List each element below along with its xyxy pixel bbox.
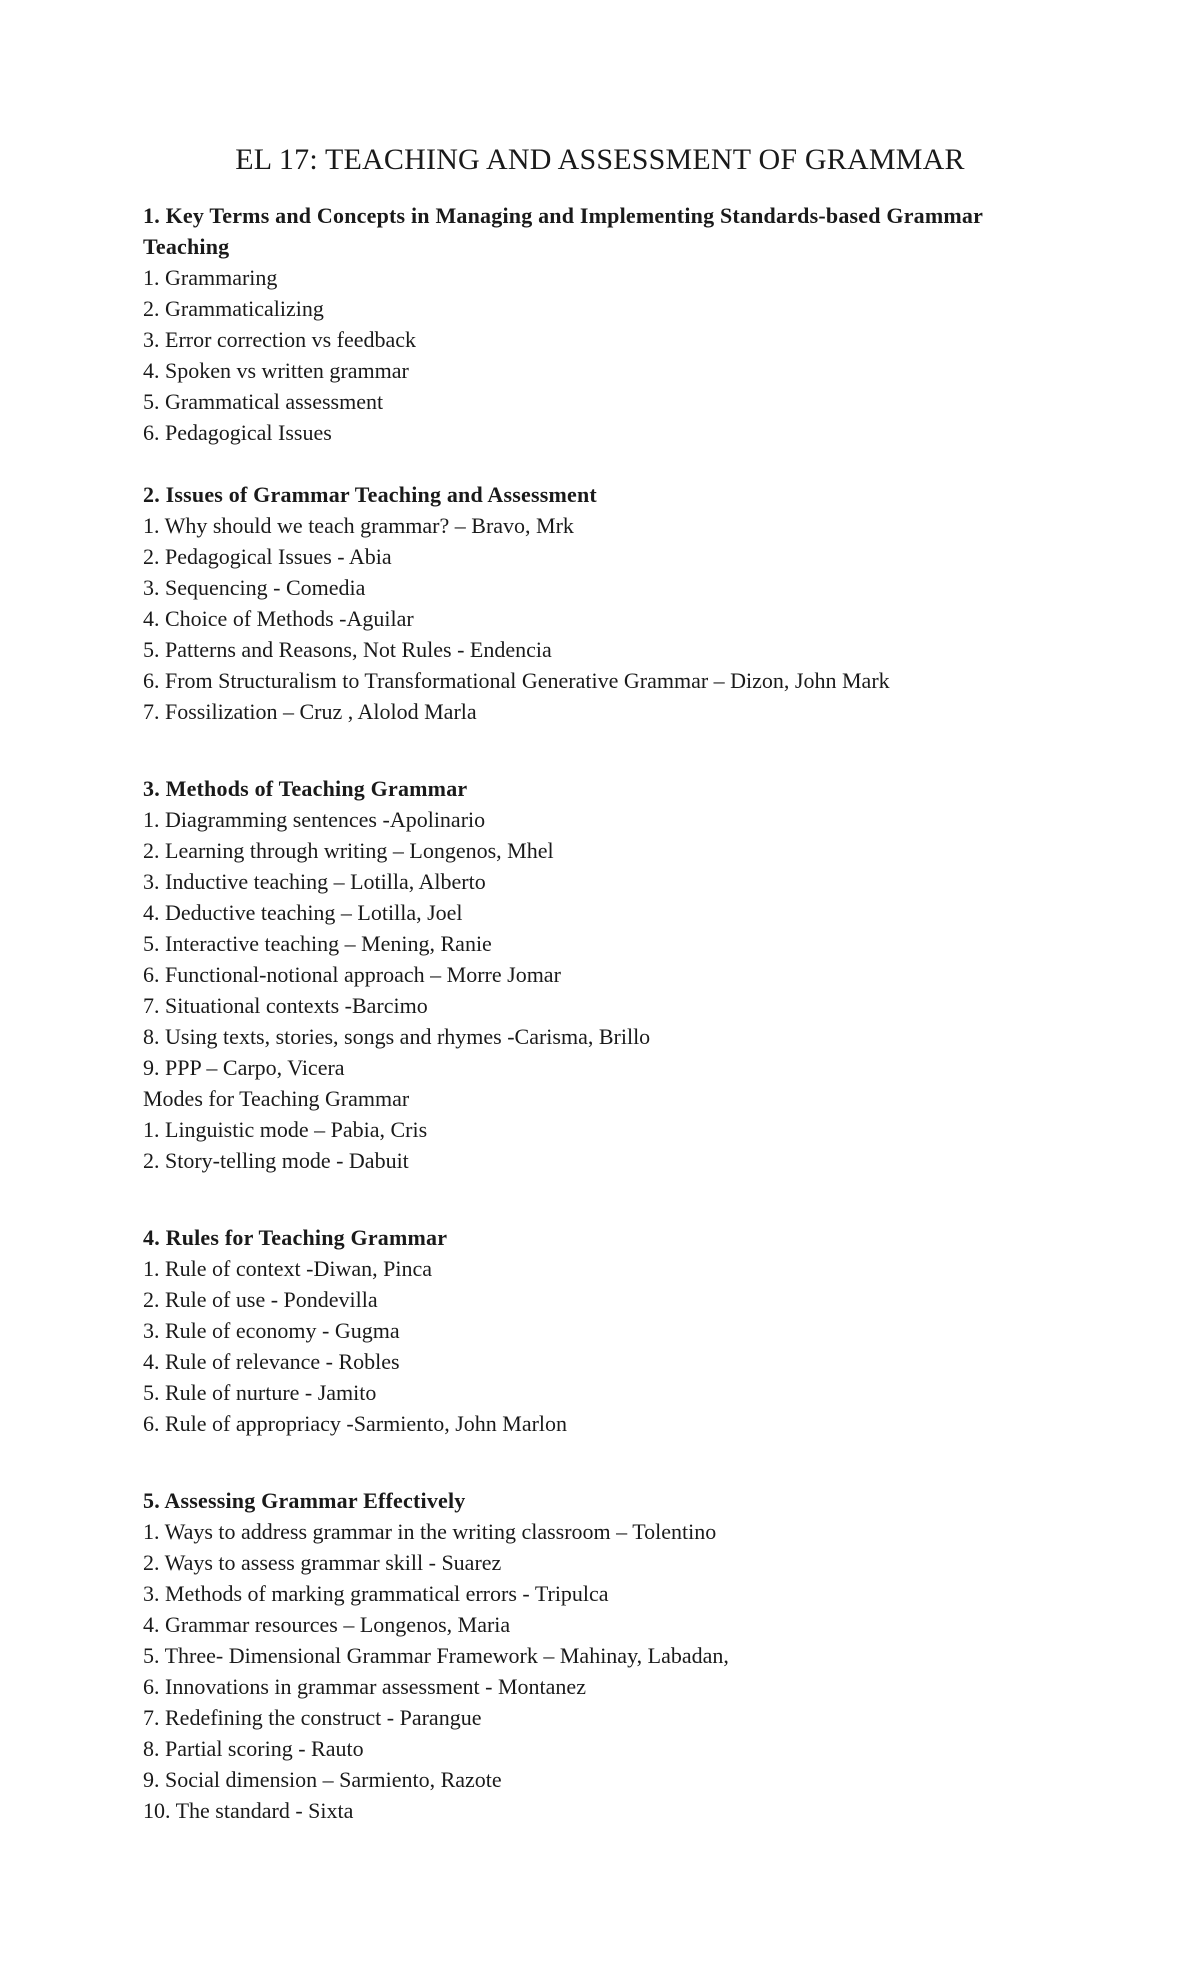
list-item: 2. Grammaticalizing — [143, 296, 324, 321]
section-heading: 1. Key Terms and Concepts in Managing and Implementing Standards-based Grammar — [143, 203, 984, 228]
list-item: 4. Spoken vs written grammar — [143, 358, 409, 383]
section-spacer — [143, 448, 1063, 479]
list-item: 3. Error correction vs feedback — [143, 327, 417, 352]
list-item: 5. Patterns and Reasons, Not Rules - Endencia — [143, 637, 552, 662]
list-item: 2. Story-telling mode - Dabuit — [143, 1148, 409, 1173]
section-heading-continued: Teaching — [143, 234, 230, 259]
section-heading: 5. Assessing Grammar Effectively — [143, 1488, 466, 1513]
list-item: 5. Grammatical assessment — [143, 389, 384, 414]
list-item: 1. Rule of context -Diwan, Pinca — [143, 1256, 432, 1281]
list-item: 2. Learning through writing – Longenos, Mhel — [143, 838, 554, 863]
section-heading: 2. Issues of Grammar Teaching and Assessment — [143, 482, 597, 507]
section-heading: 4. Rules for Teaching Grammar — [143, 1225, 448, 1250]
list-item: 2. Pedagogical Issues - Abia — [143, 544, 392, 569]
section-assessing — [143, 1485, 1063, 1826]
list-item: 3. Rule of economy - Gugma — [143, 1318, 400, 1343]
list-item: 7. Redefining the construct - Parangue — [143, 1705, 482, 1730]
list-item: 6. Functional-notional approach – Morre Jomar — [143, 962, 561, 987]
list-item: 4. Choice of Methods -Aguilar — [143, 606, 414, 631]
list-item: 2. Rule of use - Pondevilla — [143, 1287, 378, 1312]
list-item: 4. Grammar resources – Longenos, Maria — [143, 1612, 511, 1637]
list-item: 1. Diagramming sentences -Apolinario — [143, 807, 486, 832]
section-heading: 3. Methods of Teaching Grammar — [143, 776, 468, 801]
section-spacer — [143, 1176, 1063, 1222]
section-issues — [143, 479, 1063, 727]
list-item: 3. Methods of marking grammatical errors - Tripulca — [143, 1581, 609, 1606]
list-item: 5. Three- Dimensional Grammar Framework – Mahinay, Labadan, — [143, 1643, 729, 1668]
section-key-terms — [143, 200, 1063, 448]
list-item: 6. Rule of appropriacy -Sarmiento, John Marlon — [143, 1411, 568, 1436]
list-item: 4. Rule of relevance - Robles — [143, 1349, 400, 1374]
list-item: 6. Innovations in grammar assessment - Montanez — [143, 1674, 586, 1699]
list-item: 5. Rule of nurture - Jamito — [143, 1380, 377, 1405]
document-title: EL 17: TEACHING AND ASSESSMENT OF GRAMMAR — [235, 143, 965, 176]
list-item: 7. Fossilization – Cruz , Alolod Marla — [143, 699, 477, 724]
subheading-modes: Modes for Teaching Grammar — [143, 1086, 410, 1111]
list-item: 4. Deductive teaching – Lotilla, Joel — [143, 900, 463, 925]
list-item: 6. From Structuralism to Transformational Generative Grammar – Dizon, John Mark — [143, 668, 890, 693]
list-item: 8. Using texts, stories, songs and rhymes -Carisma, Brillo — [143, 1024, 651, 1049]
section-rules — [143, 1222, 1063, 1439]
list-item: 6. Pedagogical Issues — [143, 420, 332, 445]
list-item: 9. PPP – Carpo, Vicera — [143, 1055, 345, 1080]
list-item: 5. Interactive teaching – Mening, Ranie — [143, 931, 492, 956]
list-item: 1. Ways to address grammar in the writing classroom – Tolentino — [143, 1519, 717, 1544]
list-item: 2. Ways to assess grammar skill - Suarez — [143, 1550, 502, 1575]
section-spacer — [143, 1439, 1063, 1485]
list-item: 8. Partial scoring - Rauto — [143, 1736, 364, 1761]
section-methods — [143, 773, 1063, 1176]
list-item: 3. Sequencing - Comedia — [143, 575, 366, 600]
list-item: 9. Social dimension – Sarmiento, Razote — [143, 1767, 502, 1792]
list-item: 10. The standard - Sixta — [143, 1798, 354, 1823]
document-body — [143, 200, 1063, 1826]
list-item: 1. Linguistic mode – Pabia, Cris — [143, 1117, 428, 1142]
list-item: 1. Grammaring — [143, 265, 278, 290]
list-item: 3. Inductive teaching – Lotilla, Alberto — [143, 869, 486, 894]
section-spacer — [143, 727, 1063, 773]
list-item: 1. Why should we teach grammar? – Bravo, Mrk — [143, 513, 574, 538]
list-item: 7. Situational contexts -Barcimo — [143, 993, 428, 1018]
